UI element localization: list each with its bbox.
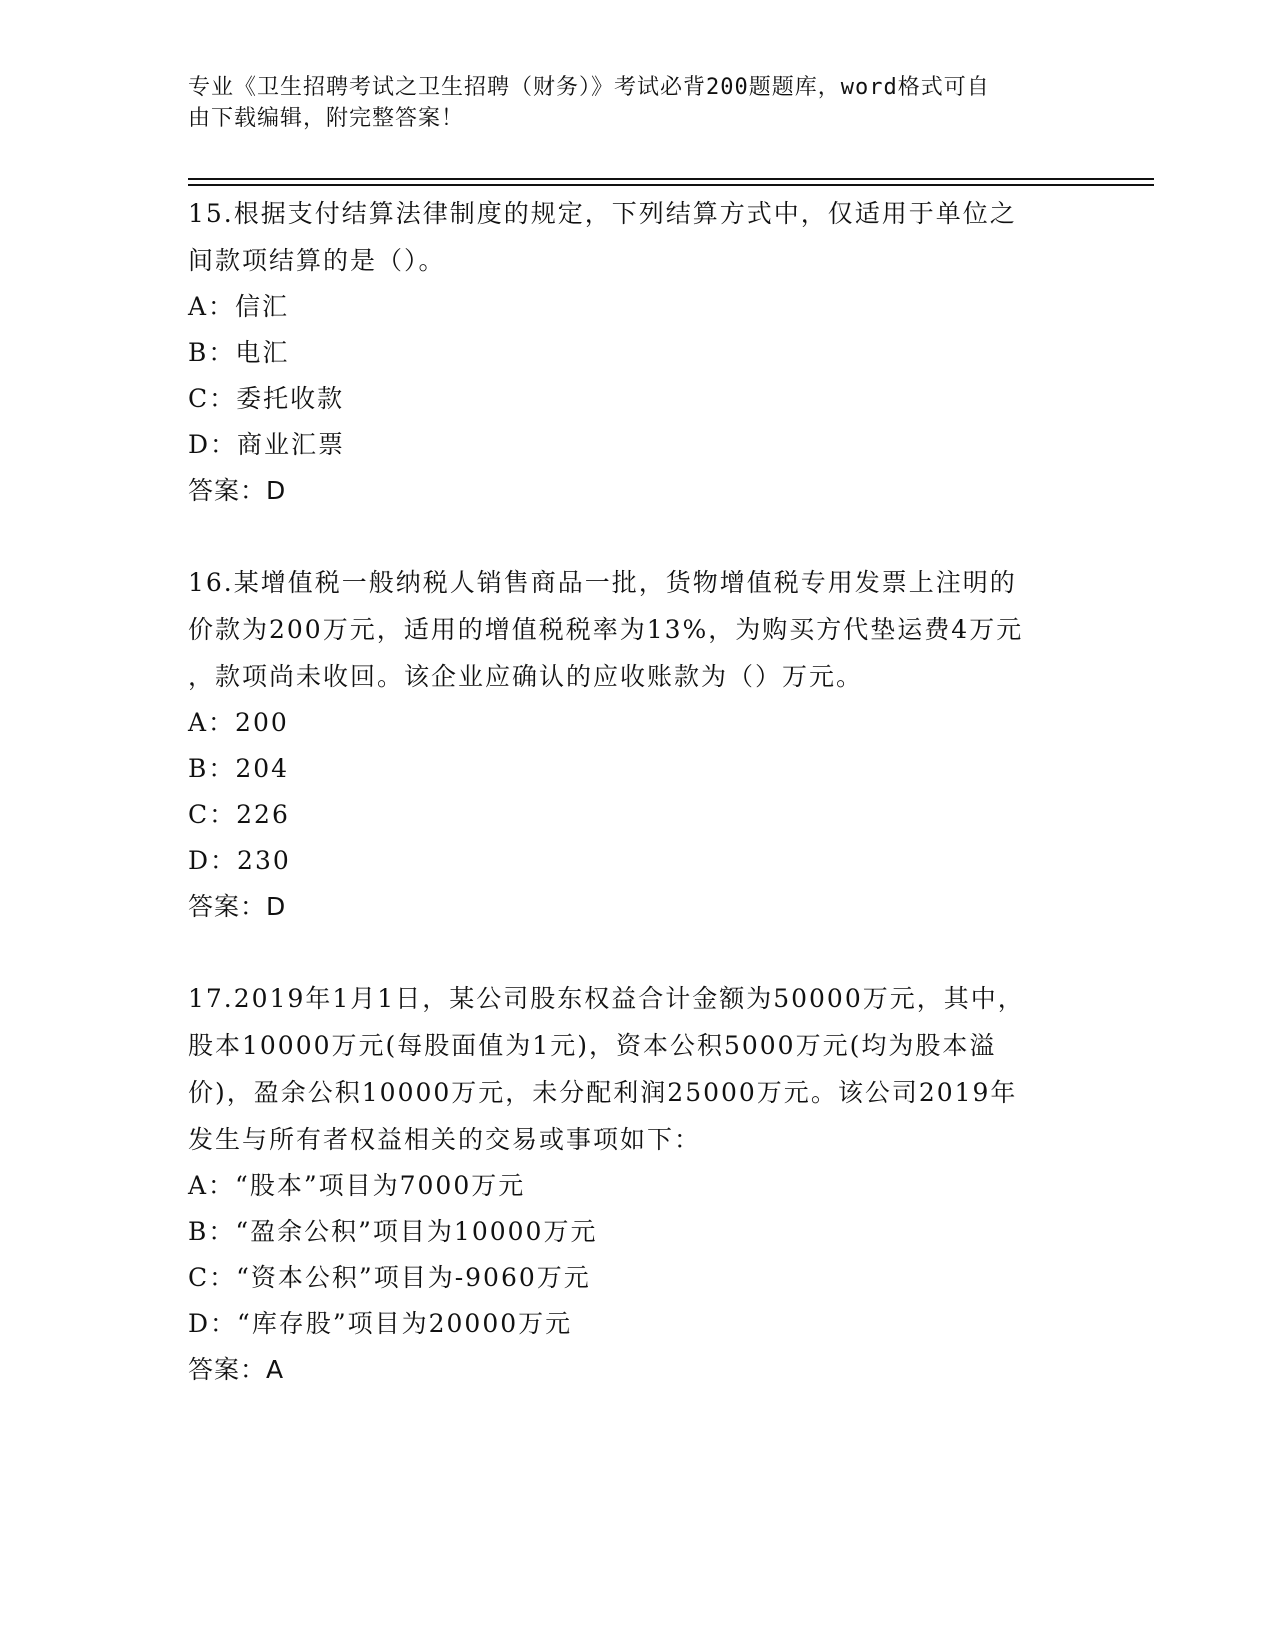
question-stem-line: 发生与所有者权益相关的交易或事项如下： — [188, 1125, 702, 1154]
answer-line: 答案：A — [188, 1355, 285, 1384]
question-stem-line: 17.2019年1月1日，某公司股东权益合计金额为50000万元，其中， — [188, 984, 1025, 1013]
header-line-2: 由下载编辑，附完整答案！ — [188, 106, 465, 131]
option-b: B：“盈余公积”项目为10000万元 — [188, 1217, 598, 1246]
answer-line: 答案：D — [188, 476, 287, 505]
question-16 — [188, 559, 1088, 930]
option-d: D：“库存股”项目为20000万元 — [188, 1309, 573, 1338]
question-stem-line: ，款项尚未收回。该企业应确认的应收账款为（）万元。 — [188, 662, 864, 691]
header-divider-bottom — [188, 184, 1154, 186]
option-b: B：电汇 — [188, 338, 290, 367]
question-stem-line: 16.某增值税一般纳税人销售商品一批，货物增值税专用发票上注明的 — [188, 568, 1017, 597]
question-spacer — [188, 930, 1088, 975]
option-c: C：委托收款 — [188, 384, 345, 413]
option-d: D：商业汇票 — [188, 430, 346, 459]
question-spacer — [188, 514, 1088, 559]
option-a: A：“股本”项目为7000万元 — [188, 1171, 526, 1200]
header-divider-top — [188, 178, 1154, 180]
option-a: A：信汇 — [188, 292, 290, 321]
question-17 — [188, 975, 1088, 1393]
option-c: C：226 — [188, 800, 290, 829]
option-d: D：230 — [188, 846, 291, 875]
question-stem-line: 股本10000万元(每股面值为1元)，资本公积5000万元(均为股本溢 — [188, 1031, 997, 1060]
option-c: C：“资本公积”项目为-9060万元 — [188, 1263, 591, 1292]
question-stem-line: 价)，盈余公积10000万元，未分配利润25000万元。该公司2019年 — [188, 1078, 1018, 1107]
question-stem-line: 价款为200万元，适用的增值税税率为13%，为购买方代垫运费4万元 — [188, 615, 1024, 644]
question-stem-line: 间款项结算的是（）。 — [188, 246, 446, 275]
document-header — [188, 72, 1068, 134]
question-list — [188, 190, 1088, 1393]
question-stem-line: 15.根据支付结算法律制度的规定，下列结算方式中，仅适用于单位之 — [188, 199, 1017, 228]
option-a: A：200 — [188, 708, 289, 737]
answer-line: 答案：D — [188, 892, 287, 921]
option-b: B：204 — [188, 754, 290, 783]
header-line-1: 专业《卫生招聘考试之卫生招聘（财务）》考试必背200题题库，word格式可自 — [188, 75, 990, 100]
question-15 — [188, 190, 1088, 514]
